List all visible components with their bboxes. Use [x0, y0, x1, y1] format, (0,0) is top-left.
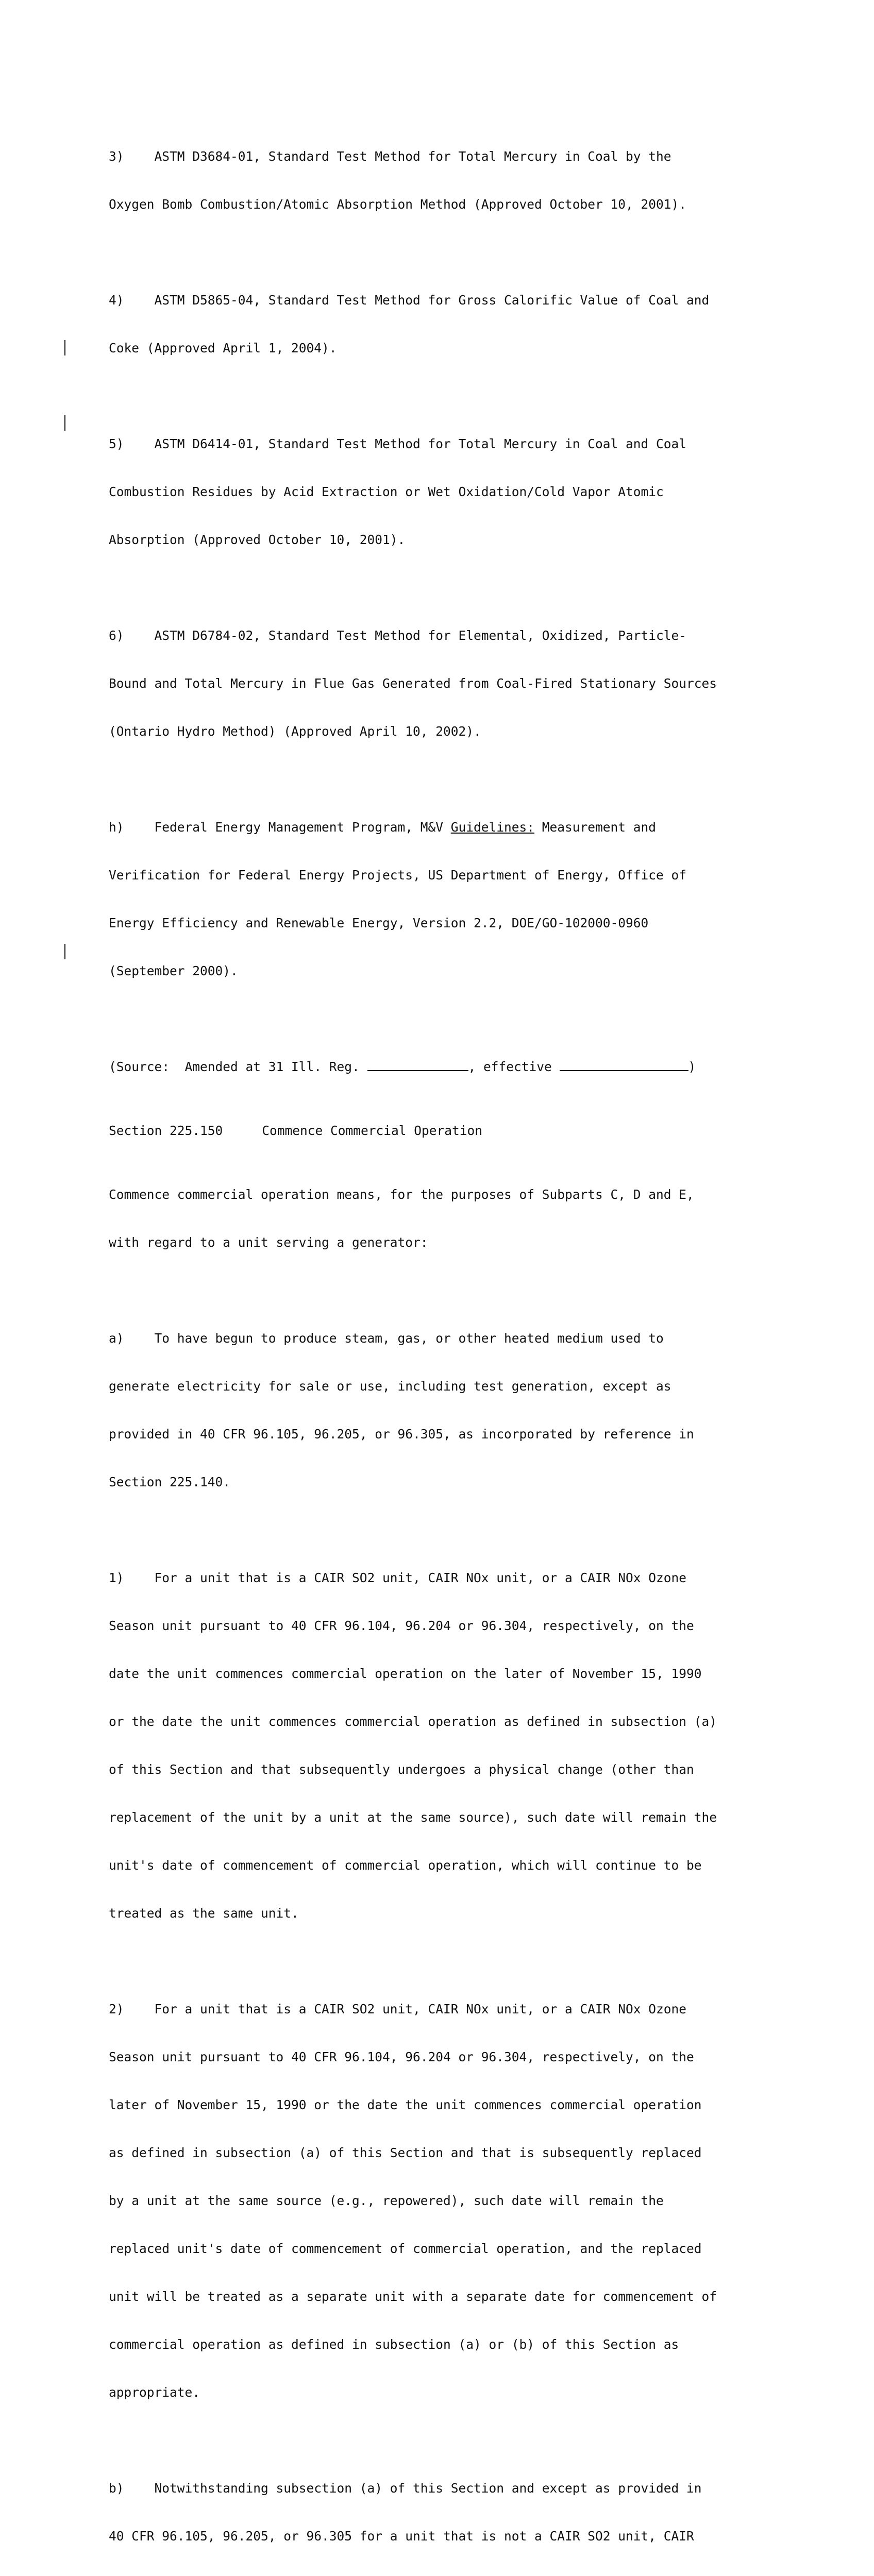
text-segment: h) Federal Energy Management Program, M&V: [109, 820, 451, 835]
text-line: replaced unit's date of commencement of commercial operation, and the replaced: [109, 2241, 702, 2256]
definition-intro: [109, 1155, 794, 1282]
text-line: 40 CFR 96.105, 96.205, or 96.305 for a unit that is not a CAIR SO2 unit, CAIR: [109, 2529, 694, 2544]
text-line: (September 2000).: [109, 963, 238, 978]
text-line: with regard to a unit serving a generator:: [109, 1235, 428, 1250]
source-note: [109, 1027, 794, 1107]
section-number: Section 225.150: [109, 1123, 223, 1138]
revision-bar-h: [64, 340, 65, 355]
source-suffix: ): [688, 1059, 696, 1074]
subsection-a-2: [109, 1969, 794, 2432]
text-line: [109, 819, 794, 835]
subsection-a-1: [109, 1538, 794, 1953]
text-line: commercial operation as defined in subsection (a) or (b) of this Section as: [109, 2337, 679, 2352]
underlined-insertion: Guidelines:: [450, 820, 535, 835]
source-middle: , effective: [468, 1059, 560, 1074]
text-line: Absorption (Approved October 10, 2001).: [109, 532, 406, 547]
text-line: appropriate.: [109, 2385, 200, 2400]
text-line: generate electricity for sale or use, including test generation, except as: [109, 1379, 671, 1394]
text-line: a) To have begun to produce steam, gas, or other heated medium used to: [109, 1331, 664, 1346]
effective-date-blank: [560, 1059, 688, 1071]
revision-bar-source: [64, 415, 65, 431]
text-line: Section 225.140.: [109, 1475, 231, 1489]
subsection-a: [109, 1298, 794, 1522]
text-line: treated as the same unit.: [109, 1906, 299, 1921]
text-line: Bound and Total Mercury in Flue Gas Generated from Coal-Fired Stationary Sources: [109, 676, 717, 691]
text-line: 6) ASTM D6784-02, Standard Test Method for Elemental, Oxidized, Particle-: [109, 628, 687, 643]
subsection-b: [109, 2448, 794, 2576]
text-line: Combustion Residues by Acid Extraction or Wet Oxidation/Cold Vapor Atomic: [109, 484, 664, 499]
text-line: Season unit pursuant to 40 CFR 96.104, 96.204 or 96.304, respectively, on the: [109, 1618, 694, 1633]
document-page: [109, 116, 794, 2576]
text-line: provided in 40 CFR 96.105, 96.205, or 96.305, as incorporated by reference in: [109, 1427, 694, 1442]
reference-item-4: [109, 260, 794, 388]
text-line: Energy Efficiency and Renewable Energy, Version 2.2, DOE/GO-102000-0960: [109, 916, 649, 930]
text-line: [109, 1059, 794, 1075]
section-heading: [109, 1123, 794, 1139]
text-line: Coke (Approved April 1, 2004).: [109, 341, 337, 355]
text-line: or the date the unit commences commercial operation as defined in subsection (a): [109, 1714, 717, 1729]
text-line: b) Notwithstanding subsection (a) of this Section and except as provided in: [109, 2481, 702, 2496]
text-line: unit will be treated as a separate unit with a separate date for commencement of: [109, 2289, 717, 2304]
text-line: Verification for Federal Energy Projects, US Department of Energy, Office of: [109, 868, 687, 883]
text-line: unit's date of commencement of commercial operation, which will continue to be: [109, 1858, 702, 1873]
source-prefix: (Source: Amended at 31 Ill. Reg.: [109, 1059, 367, 1074]
text-line: 4) ASTM D5865-04, Standard Test Method for Gross Calorific Value of Coal and: [109, 293, 710, 308]
text-line: 5) ASTM D6414-01, Standard Test Method for Total Mercury in Coal and Coal: [109, 436, 687, 451]
text-line: replacement of the unit by a unit at the same source), such date will remain the: [109, 1810, 717, 1825]
text-line: 2) For a unit that is a CAIR SO2 unit, CAIR NOx unit, or a CAIR NOx Ozone: [109, 2002, 687, 2016]
text-line: 1) For a unit that is a CAIR SO2 unit, CAIR NOx unit, or a CAIR NOx Ozone: [109, 1570, 687, 1585]
text-line: of this Section and that subsequently undergoes a physical change (other than: [109, 1762, 694, 1777]
text-segment: Measurement and: [534, 820, 657, 835]
text-line: Oxygen Bomb Combustion/Atomic Absorption Method (Approved October 10, 2001).: [109, 197, 687, 212]
text-line: 3) ASTM D3684-01, Standard Test Method for Total Mercury in Coal by the: [109, 149, 671, 164]
text-line: Season unit pursuant to 40 CFR 96.104, 96.204 or 96.304, respectively, on the: [109, 2049, 694, 2064]
reference-item-5: [109, 404, 794, 580]
register-blank: [367, 1059, 468, 1071]
text-line: Commence commercial operation means, for the purposes of Subparts C, D and E,: [109, 1187, 694, 1202]
reference-item-3: [109, 116, 794, 244]
text-line: (Ontario Hydro Method) (Approved April 10, 2002).: [109, 724, 481, 739]
reference-item-h: [109, 787, 794, 1011]
text-line: date the unit commences commercial operation on the later of November 15, 1990: [109, 1666, 702, 1681]
text-line: by a unit at the same source (e.g., repowered), such date will remain the: [109, 2193, 664, 2208]
section-title: Commence Commercial Operation: [262, 1123, 483, 1138]
text-line: as defined in subsection (a) of this Section and that is subsequently replaced: [109, 2145, 702, 2160]
reference-item-6: [109, 596, 794, 771]
text-line: later of November 15, 1990 or the date the unit commences commercial operation: [109, 2097, 702, 2112]
revision-bar-b: [64, 944, 65, 959]
